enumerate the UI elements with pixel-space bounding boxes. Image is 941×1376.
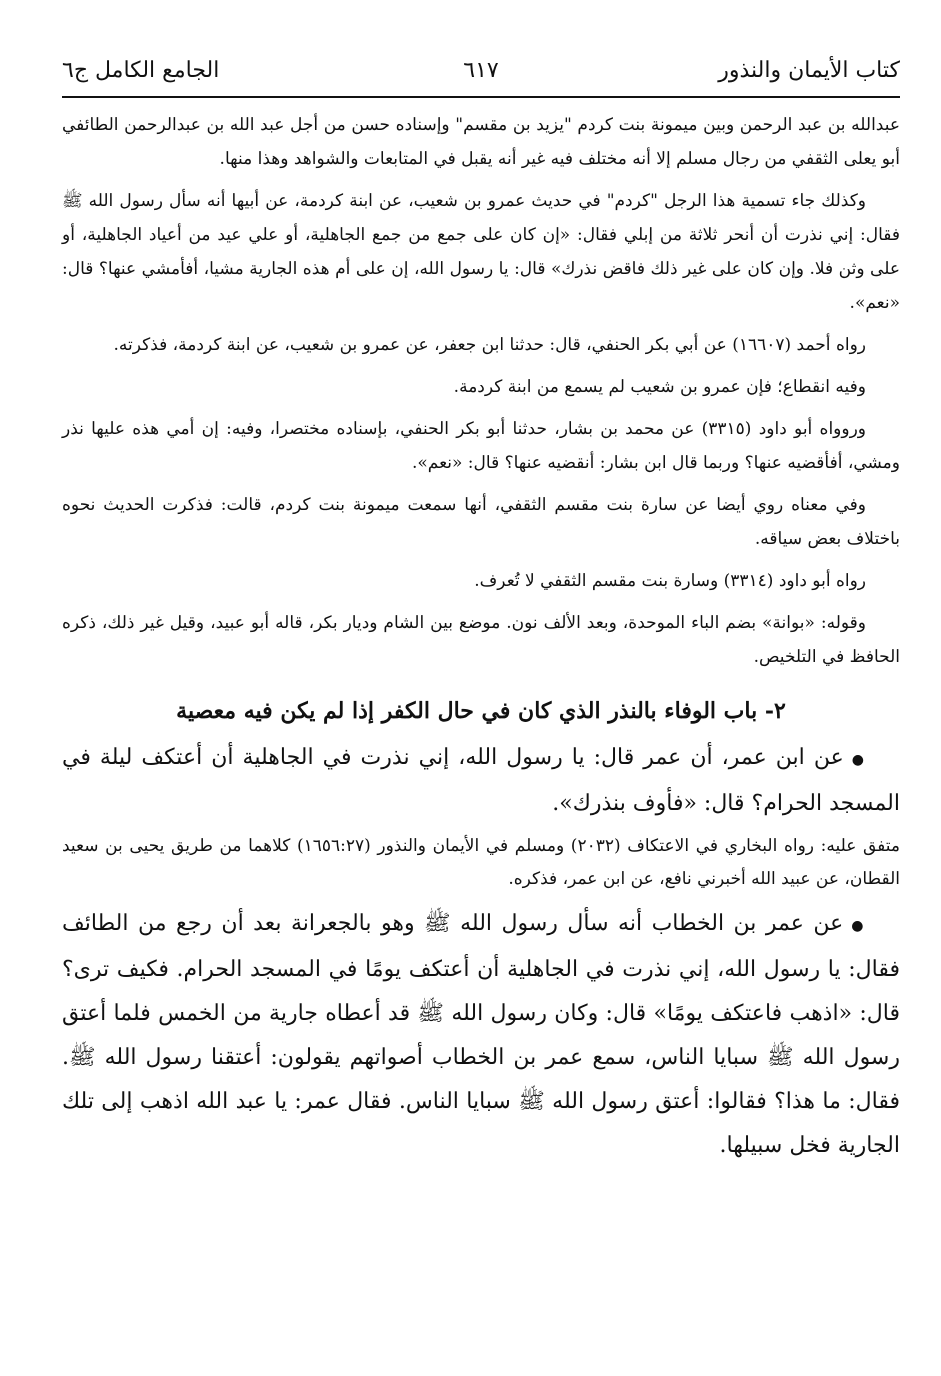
running-head-title: الجامع الكامل ج٦ bbox=[62, 58, 220, 83]
hadith-1-text: عن ابن عمر، أن عمر قال: يا رسول الله، إني نذرت في الجاهلية أن أعتكف ليلة في المسجد الحرام؟ قال: «فأوف بنذرك». bbox=[62, 745, 900, 816]
paragraph-2: وكذلك جاء تسمية هذا الرجل "كردم" في حديث عمرو بن شعيب، عن ابنة كردمة، عن أبيها أنه سأل رسول الله ﷺ فقال: إني نذرت أن أنحر ثلاثة من إبلي فقال: «إن كان على جمع من جمع الجاهلية، أو علي عيد من أعياد الجاهلية، أو على وثن فلا. وإن كان على غير ذلك فاقض نذرك» قال: يا رسول الله، إن على أم هذه الجارية مشيا، أفأمشي عنها؟ قال: «نعم». bbox=[62, 191, 900, 313]
paragraph-4: وفيه انقطاع؛ فإن عمرو بن شعيب لم يسمع من ابنة كردمة. bbox=[453, 377, 866, 397]
hadith-1-note: متفق عليه: رواه البخاري في الاعتكاف (٢٠٣٢) ومسلم في الأيمان والنذور (١٦٥٦:٢٧) كلاهما من طريق يحيى بن سعيد القطان، عن عبيد الله أخبرني نافع، عن ابن عمر، فذكره. bbox=[62, 836, 900, 889]
paragraph-7: رواه أبو داود (٣٣١٤) وسارة بنت مقسم الثقفي لا تُعرف. bbox=[474, 571, 866, 591]
hadith-2-text: عن عمر بن الخطاب أنه سأل رسول الله ﷺ وهو بالجعرانة بعد أن رجع من الطائف فقال: يا رسول الله، إني نذرت في الجاهلية أن أعتكف يومًا في المسجد الحرام. فكيف ترى؟ قال: «اذهب فاعتكف يومًا» قال: وكان رسول الله ﷺ قد أعطاه جارية من الخمس فلما أعتق رسول الله ﷺ سبايا الناس، سمع عمر بن الخطاب أصواتهم يقولون: أعتقنا رسول الله ﷺ. فقال: ما هذا؟ فقالوا: أعتق رسول الله ﷺ سبايا الناس. فقال عمر: يا عبد الله اذهب إلى تلك الجارية فخل سبيلها. bbox=[62, 911, 900, 1158]
page-number: ٦١٧ bbox=[463, 58, 499, 83]
paragraph-3: رواه أحمد (١٦٦٠٧) عن أبي بكر الحنفي، قال: حدثنا ابن جعفر، عن عمرو بن شعيب، عن ابنة كردمة، فذكرته. bbox=[113, 335, 866, 355]
hadith-2 bbox=[62, 902, 900, 1168]
hadith-1 bbox=[62, 736, 900, 826]
paragraph-5: وروواه أبو داود (٣٣١٥) عن محمد بن بشار، حدثنا أبو بكر الحنفي، بإسناده مختصرا، وفيه: إن أمي هذه عليها نذر ومشي، أفأقضيه عنها؟ وربما قال ابن بشار: أنقضيه عنها؟ قال: «نعم». bbox=[62, 419, 900, 473]
paragraph-6: وفي معناه روي أيضا عن سارة بنت مقسم الثقفي، أنها سمعت ميمونة بنت كردم، قالت: فذكرت الحديث نحوه باختلاف بعض سياقه. bbox=[62, 495, 900, 549]
paragraph-1: عبدالله بن عبد الرحمن وبين ميمونة بنت كردم "يزيد بن مقسم" وإسناده حسن من أجل عبد الله بن عبدالرحمن الطائفي أبو يعلى الثقفي من رجال مسلم إلا أنه مختلف فيه غير أنه يقبل في المتابعات والشواهد وهذا منها. bbox=[62, 115, 900, 169]
paragraph-8: وقوله: «بوانة» بضم الباء الموحدة، وبعد الألف نون. موضع بين الشام وديار بكر، قاله أبو عبيد، وقيل غير ذلك، ذكره الحافظ في التلخيص. bbox=[62, 613, 900, 667]
running-head-section: كتاب الأيمان والنذور bbox=[718, 58, 900, 83]
page-header bbox=[62, 40, 900, 100]
header-rule bbox=[62, 96, 900, 98]
page-body bbox=[62, 108, 900, 1168]
book-page bbox=[62, 40, 900, 1168]
bullet-icon: ● bbox=[851, 752, 866, 768]
section-heading: ٢- باب الوفاء بالنذر الذي كان في حال الكفر إذا لم يكن فيه معصية bbox=[176, 698, 786, 724]
bullet-icon: ● bbox=[851, 918, 867, 934]
